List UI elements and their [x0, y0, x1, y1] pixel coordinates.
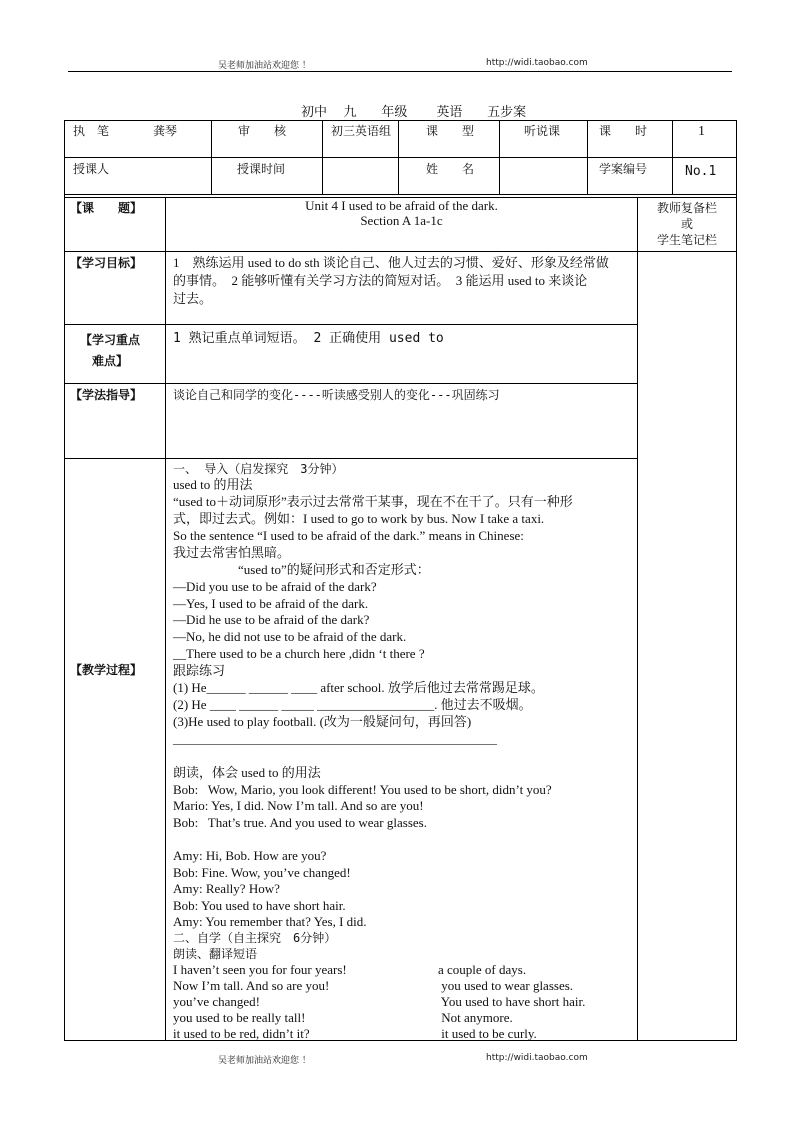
dialog-line: Bob: Wow, Mario, you look different! You used to be short, didn’t you?	[173, 782, 552, 797]
time-label: 授课时间	[237, 162, 286, 176]
topic-line2: Section A 1a-1c	[360, 213, 443, 228]
process-line: (2) He ____ ______ _____ __________________. 他过去不吸烟。	[173, 697, 532, 712]
process-line: —Did he use to be afraid of the dark?	[173, 612, 370, 627]
footer-url[interactable]: http://widi.taobao.com	[486, 1053, 588, 1063]
phrase-right: it used to be curly.	[438, 1026, 537, 1041]
process-line: (3)He used to play football. (改为一般疑问句，再回答)	[173, 714, 472, 729]
dialog-line: Amy: Really? How?	[173, 881, 280, 896]
side-note-line1: 教师复备栏	[656, 201, 717, 215]
phrase-left: Now I’m tall. And so are you!	[173, 978, 330, 993]
writer-value: 龚琴	[153, 124, 178, 138]
side-note	[640, 200, 734, 248]
process-line: “used to”的疑问形式和否定形式：	[173, 562, 430, 577]
topic-label: 【课 题】	[70, 201, 143, 215]
key-label	[80, 330, 140, 372]
topic	[166, 198, 637, 228]
header-welcome: 吴老师加油站欢迎您 ！	[218, 61, 311, 71]
process-line: (1) He______ ______ ____ after school. 放学后他过去常常踢足球。	[173, 680, 544, 695]
process-line: So the sentence “I used to be afraid of the dark.” means in Chinese:	[173, 528, 524, 543]
title-subject: 英语	[436, 105, 463, 120]
process-line: 式，即过去式。例如：I used to go to work by bus. Now I take a taxi.	[173, 511, 545, 526]
phrase-right: a couple of days.	[438, 962, 527, 977]
key-label-line2: 难点】	[92, 354, 129, 368]
side-note-line2: 或	[680, 217, 693, 231]
process-line: 我过去常害怕黑暗。	[173, 545, 291, 560]
side-note-line3: 学生笔记栏	[656, 233, 717, 247]
process-line: __There used to be a church here ,didn ‘t there ?	[173, 646, 425, 661]
process-line: “used to＋动词原形”表示过去常常干某事，现在不在干了。只有一种形	[173, 494, 573, 509]
header-url[interactable]: http://widi.taobao.com	[486, 58, 588, 68]
process-line: —Yes, I used to be afraid of the dark.	[173, 596, 369, 611]
process-line: used to 的用法	[173, 477, 253, 492]
goals-line1: 1 熟练运用 used to do sth 谈论自己、他人过去的习惯、爱好、形象及经常做	[173, 255, 609, 270]
process-label: 【教学过程】	[70, 663, 143, 677]
topic-line1: Unit 4 I used to be afraid of the dark.	[305, 198, 498, 213]
method-label: 【学法指导】	[70, 388, 143, 402]
process-line: ______________________________________________________	[173, 732, 497, 746]
phrase-right: You used to have short hair.	[438, 994, 586, 1009]
footer-welcome: 吴老师加油站欢迎您 ！	[218, 1056, 311, 1066]
title-grade: 九	[343, 105, 357, 120]
key-text: 1 熟记重点单词短语。 2 正确使用 used to	[173, 331, 444, 346]
dialog-line: Bob: Fine. Wow, you’ve changed!	[173, 865, 351, 880]
reviewer-value: 初三英语组	[330, 124, 391, 138]
dialog-line: Amy: Hi, Bob. How are you?	[173, 848, 327, 863]
phrase-left: I haven’t seen you for four years!	[173, 962, 347, 977]
goals-text	[173, 254, 609, 308]
dialog-line: Amy: You remember that? Yes, I did.	[173, 914, 367, 929]
phrase-left: you’ve changed!	[173, 994, 260, 1009]
phrase-right: you used to wear glasses.	[438, 978, 574, 993]
header-rule	[68, 71, 732, 72]
dialog-line: Mario: Yes, I did. Now I’m tall. And so are you!	[173, 798, 424, 813]
goals-line2: 的事情。 2 能够听懂有关学习方法的简短对话。 3 能运用 used to 来谈论	[173, 273, 588, 288]
number-label: 学案编号	[599, 162, 648, 176]
doc-title	[301, 101, 526, 120]
process-line: 跟踪练习	[173, 663, 226, 678]
process-line: —No, he did not use to be afraid of the dark.	[173, 629, 407, 644]
key-label-line1: 【学习重点	[80, 333, 141, 347]
name-label: 姓 名	[426, 162, 475, 176]
phrase-left: it used to be red, didn’t it?	[173, 1026, 310, 1041]
number-value: No.1	[685, 164, 717, 179]
title-grade-prefix: 初中	[301, 105, 328, 120]
reviewer-label: 审 核	[238, 124, 287, 138]
writer-label: 执 笔	[73, 124, 110, 138]
phrase-right: Not anymore.	[438, 1010, 513, 1025]
phrase-left: you used to be really tall!	[173, 1010, 306, 1025]
process-line: 一、 导入（启发探究 3分钟）	[173, 462, 344, 476]
dialog-line: Bob: That’s true. And you used to wear glasses.	[173, 815, 427, 830]
lesson-type-value: 听说课	[524, 124, 561, 138]
self-study-subtitle: 朗读、翻译短语	[173, 947, 258, 961]
read-title: 朗读，体会 used to 的用法	[173, 765, 321, 780]
title-type: 五步案	[487, 105, 527, 120]
goals-line3: 过去。	[173, 291, 213, 306]
period-label: 课 时	[599, 124, 648, 138]
method-text: 谈论自己和同学的变化----听读感受别人的变化---巩固练习	[173, 388, 500, 402]
self-study-title: 二、自学（自主探究 6分钟）	[173, 931, 337, 945]
title-grade-suffix: 年级	[381, 105, 408, 120]
teacher-label: 授课人	[73, 162, 110, 176]
dialog-line: Bob: You used to have short hair.	[173, 898, 346, 913]
period-value: 1	[698, 124, 705, 139]
goals-label: 【学习目标】	[70, 256, 143, 270]
process-line: —Did you use to be afraid of the dark?	[173, 579, 377, 594]
lesson-type-label: 课 型	[426, 124, 475, 138]
